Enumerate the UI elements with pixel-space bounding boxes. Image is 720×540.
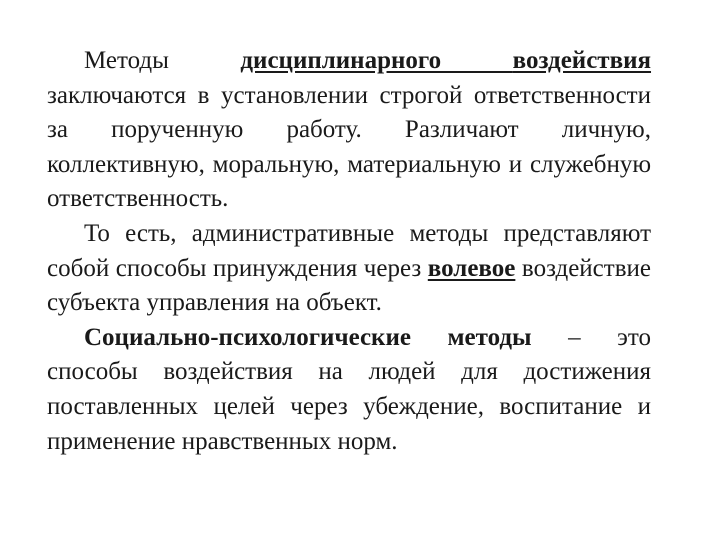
- text-block: [47, 44, 651, 459]
- term-socio-psychological-methods: Социально-психологические методы: [84, 323, 532, 351]
- paragraph-administrative-methods: [47, 217, 651, 321]
- paragraph-disciplinary-methods: [47, 44, 651, 217]
- term-disciplinary: дисциплинарного: [240, 47, 513, 74]
- paragraph-socio-psychological-methods: [47, 321, 651, 459]
- term-volitional: волевое: [427, 254, 516, 282]
- text-segment: воздействие субъекта управления на объект.: [47, 254, 651, 317]
- term-influence: воздействия: [512, 47, 652, 74]
- text-segment: Методы: [84, 47, 241, 74]
- text-segment: То есть, административные методы представляют собой способы принуждения через: [47, 219, 651, 282]
- text-segment: – это способы воздействия на людей для достижения поставленных целей через убеждение, воспитание и применение нравственных норм.: [47, 323, 651, 455]
- text-segment: заключаются в установлении строгой ответственности за порученную работу. Различают личную, коллективную, моральную, материальную и служебную ответственность.: [47, 81, 651, 213]
